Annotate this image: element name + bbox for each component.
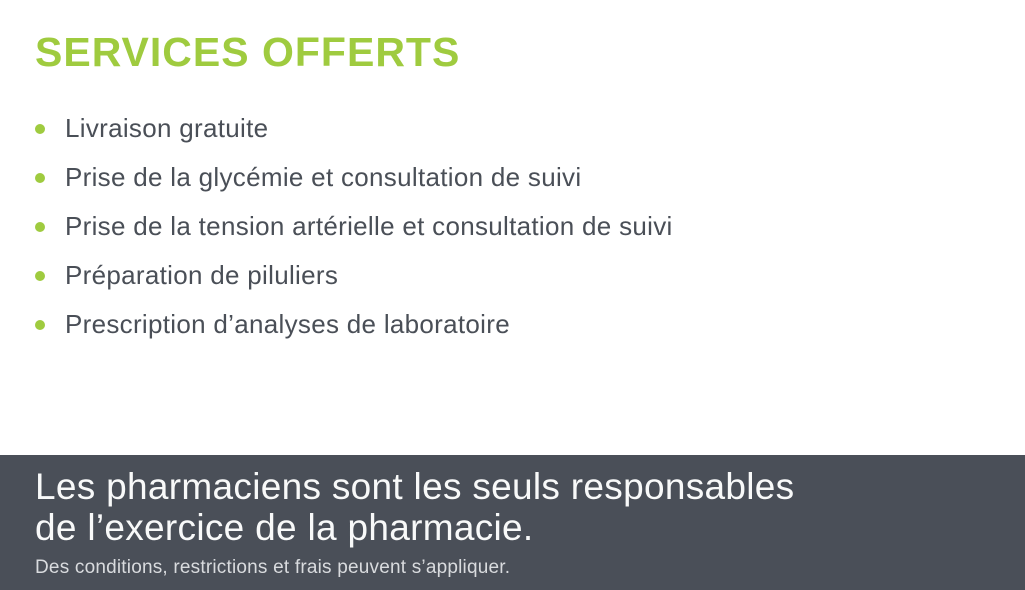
footer-statement-line2: de l’exercice de la pharmacie.: [35, 507, 534, 548]
list-item: [35, 212, 990, 240]
list-item-label: Préparation de piluliers: [65, 259, 339, 290]
footer-statement: [35, 466, 990, 548]
bullet-icon: [35, 124, 45, 134]
page-title: SERVICES OFFERTS: [35, 29, 461, 75]
footer-banner: [0, 455, 1025, 590]
footer-disclaimer: Des conditions, restrictions et frais peuvent s’appliquer.: [35, 557, 511, 578]
list-item-label: Prescription d’analyses de laboratoire: [65, 308, 510, 339]
bullet-icon: [35, 222, 45, 232]
list-item: [35, 310, 990, 338]
list-item-label: Prise de la glycémie et consultation de suivi: [65, 161, 582, 192]
list-item-label: Prise de la tension artérielle et consultation de suivi: [65, 210, 673, 241]
list-item: [35, 261, 990, 289]
list-item-label: Livraison gratuite: [65, 112, 269, 143]
services-list: [35, 114, 990, 338]
bullet-icon: [35, 320, 45, 330]
list-item: [35, 163, 990, 191]
footer-statement-line1: Les pharmaciens sont les seuls responsables: [35, 466, 795, 507]
bullet-icon: [35, 271, 45, 281]
bullet-icon: [35, 173, 45, 183]
list-item: [35, 114, 990, 142]
